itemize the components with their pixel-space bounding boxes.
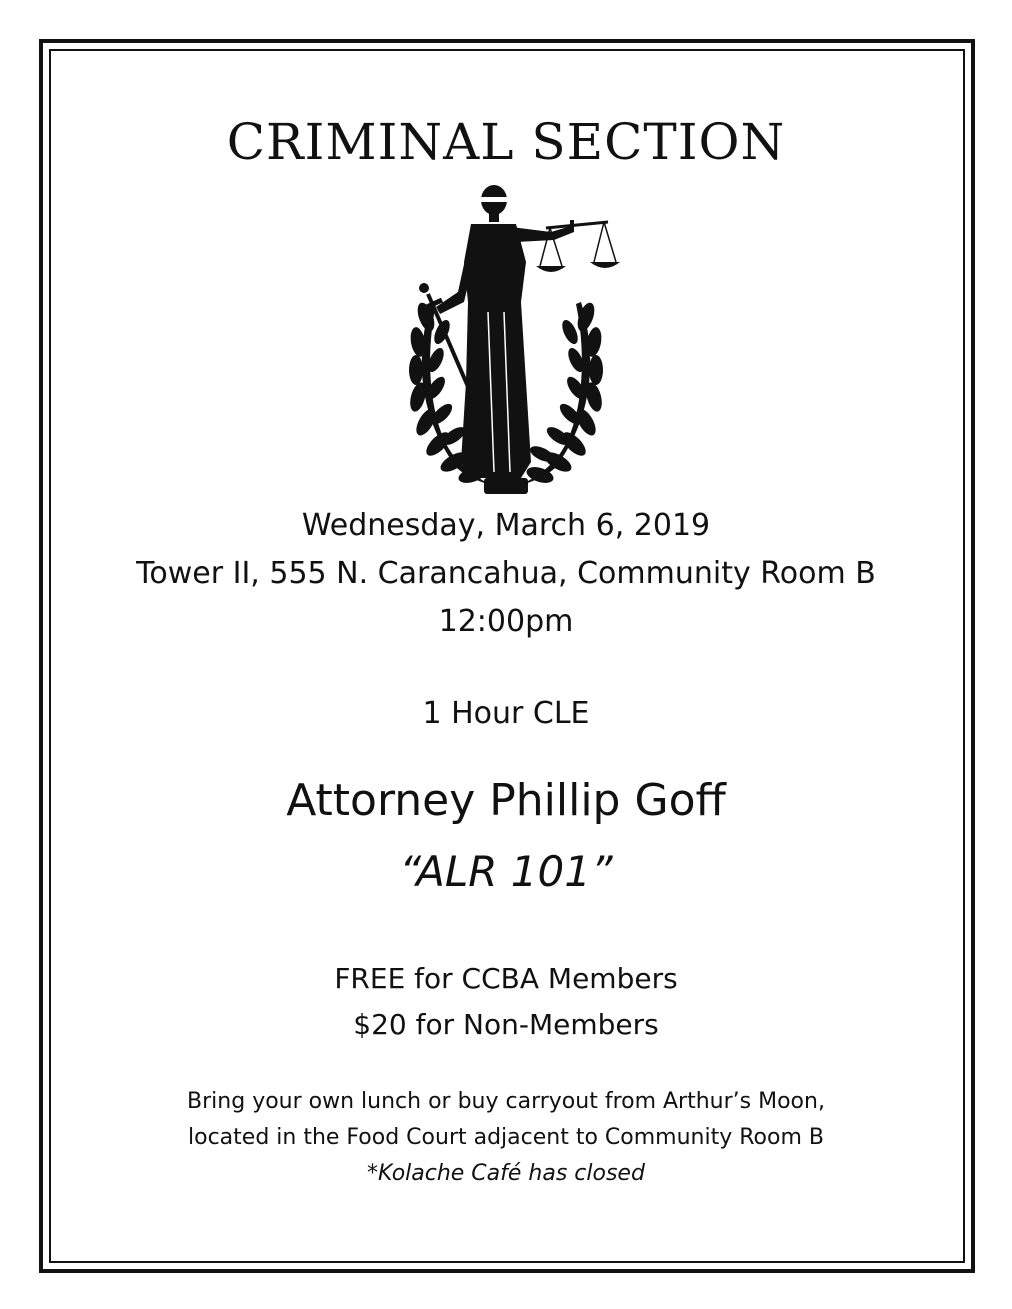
lunch-line-1: Bring your own lunch or buy carryout from Arthur’s Moon,	[187, 1089, 825, 1114]
member-price: FREE for CCBA Members	[334, 962, 678, 995]
talk-topic: “ALR 101”	[399, 847, 613, 896]
event-details	[52, 502, 960, 646]
cle-credit: 1 Hour CLE	[422, 696, 590, 731]
closure-note: *Kolache Café has closed	[367, 1161, 645, 1186]
lady-justice-icon	[376, 182, 636, 512]
pricing	[52, 956, 960, 1048]
event-time: 12:00pm	[438, 604, 574, 639]
lunch-line-2: located in the Food Court adjacent to Community Room B	[188, 1125, 824, 1150]
event-date: Wednesday, March 6, 2019	[301, 508, 711, 543]
event-location: Tower II, 555 N. Carancahua, Community Room B	[136, 556, 876, 591]
lunch-info	[52, 1084, 960, 1192]
non-member-price: $20 for Non-Members	[353, 1008, 659, 1041]
section-title: CRIMINAL SECTION	[226, 113, 786, 171]
speaker-name: Attorney Phillip Goff	[286, 775, 726, 826]
